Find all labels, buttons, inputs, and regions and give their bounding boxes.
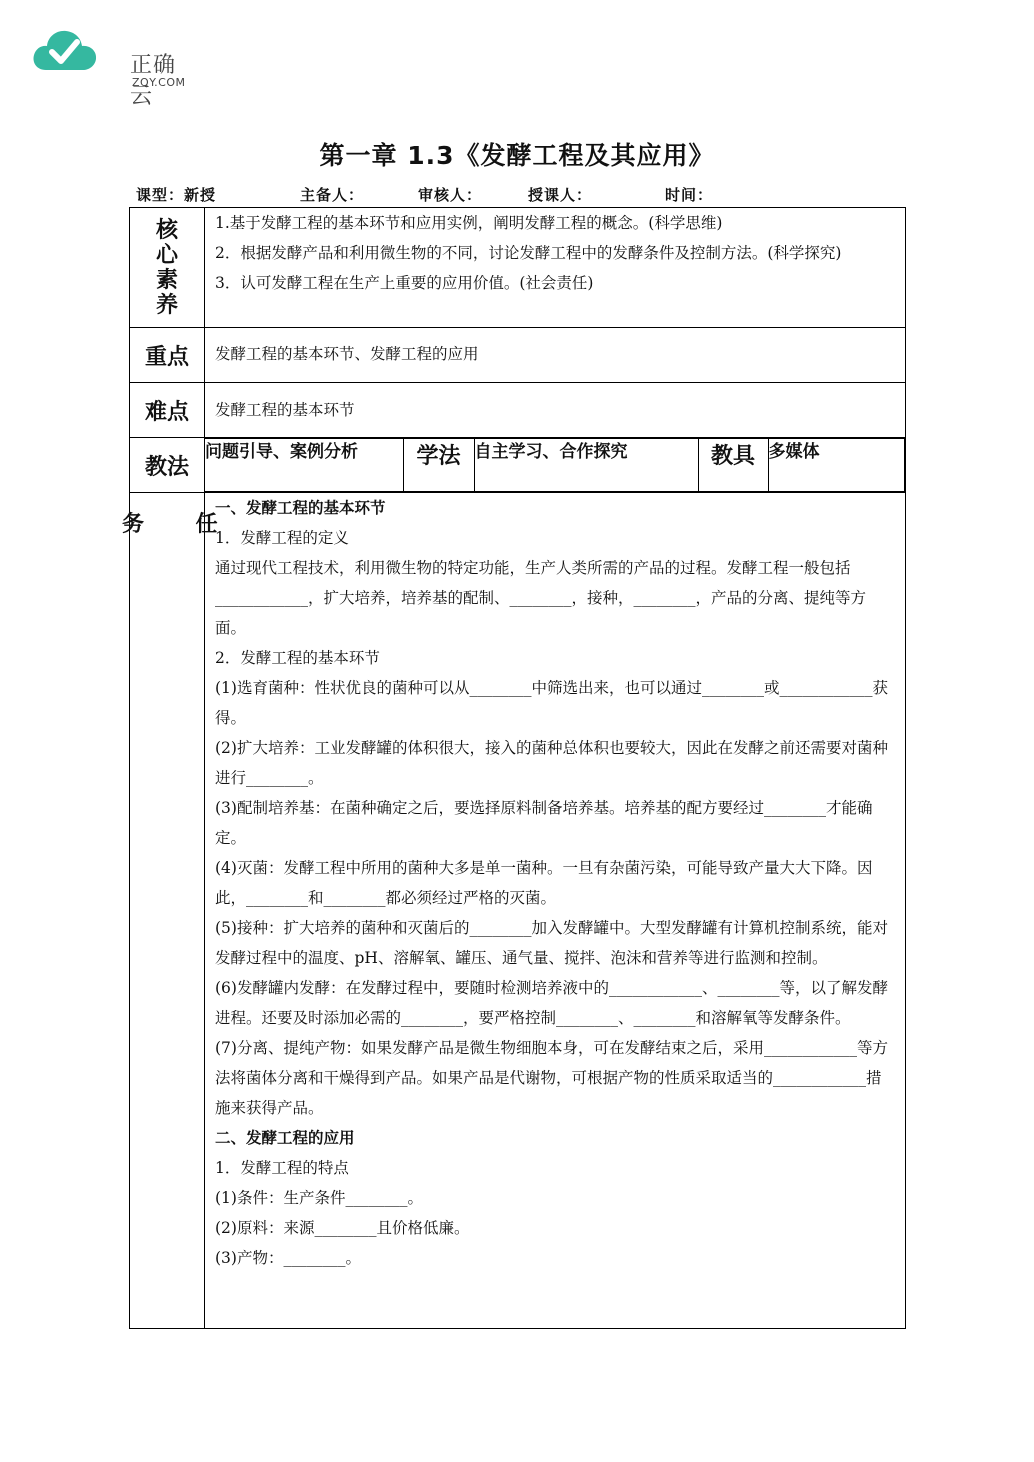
content-line: (2)扩大培养：工业发酵罐的体积很大，接入的菌种总体积也要较大，因此在发酵之前还需要对菌种进行________。 — [215, 739, 888, 787]
task-label-cell — [122, 493, 240, 1329]
tool-label: 教具 — [698, 439, 768, 492]
core-line: 2．根据发酵产品和利用微生物的不同，讨论发酵工程中的发酵条件及控制方法。(科学探究) — [215, 244, 842, 262]
lesson-plan-table — [122, 207, 906, 1329]
teach-label: 教法 — [130, 438, 205, 493]
difficulty-row — [130, 383, 906, 438]
core-content — [205, 208, 906, 328]
meta-reviewer: 审核人： — [418, 186, 483, 204]
logo — [30, 22, 190, 109]
core-row — [130, 208, 906, 328]
difficulty-label: 难点 — [130, 383, 205, 438]
methods-cell — [205, 438, 906, 493]
task-content — [205, 493, 906, 1329]
learn-value: 自主学习、合作探究 — [474, 439, 698, 492]
key-point-row — [130, 328, 906, 383]
logo-name-en: ZQY.COM — [132, 76, 186, 89]
content-line: (5)接种：扩大培养的菌种和灭菌后的________加入发酵罐中。大型发酵罐有计算机控制系统，能对发酵过程中的温度、pH、溶解氧、罐压、通气量、搅拌、泡沫和营养等进行监测和控制。 — [215, 919, 888, 967]
meta-time: 时间： — [665, 186, 714, 204]
content-line: (6)发酵罐内发酵：在发酵过程中，要随时检测培养液中的____________、________等，以了解发酵进程。还要及时添加必需的________，要严格控制________、________和溶解氧等发酵条件。 — [215, 979, 888, 1027]
difficulty-text: 发酵工程的基本环节 — [205, 383, 906, 438]
meta-lecturer: 授课人： — [528, 186, 593, 204]
teach-value: 问题引导、案例分析 — [205, 439, 403, 492]
content-line: (1)条件：生产条件________。 — [215, 1189, 423, 1207]
content-line: (4)灭菌：发酵工程中所用的菌种大多是单一菌种。一旦有杂菌污染，可能导致产量大大下降。因此，________和________都必须经过严格的灭菌。 — [215, 859, 873, 907]
task-label: 务 任 — [122, 512, 240, 537]
section-heading: 一、发酵工程的基本环节 — [215, 499, 386, 517]
tool-value: 多媒体 — [768, 439, 905, 492]
task-row — [130, 493, 906, 1329]
key-point-text: 发酵工程的基本环节、发酵工程的应用 — [205, 328, 906, 383]
content-line: 1．发酵工程的定义 — [215, 529, 349, 547]
content-line: (3)配制培养基：在菌种确定之后，要选择原料制备培养基。培养基的配方要经过________才能确定。 — [215, 799, 873, 847]
core-label: 核 心 素 养 — [130, 208, 205, 328]
content-line: (7)分离、提纯产物：如果发酵产品是微生物细胞本身，可在发酵结束之后，采用____________等方法将菌体分离和干燥得到产品。如果产品是代谢物，可根据产物的性质采取适当的____________措施来获得产品。 — [215, 1039, 888, 1117]
core-line: 1.基于发酵工程的基本环节和应用实例，阐明发酵工程的概念。(科学思维) — [215, 214, 723, 232]
core-line: 3．认可发酵工程在生产上重要的应用价值。(社会责任) — [215, 274, 594, 292]
key-point-label: 重点 — [130, 328, 205, 383]
content-line: (2)原料：来源________且价格低廉。 — [215, 1219, 470, 1237]
meta-preparer: 主备人： — [300, 186, 365, 204]
cloud-check-icon — [30, 22, 100, 78]
learn-label: 学法 — [403, 439, 474, 492]
section-heading: 二、发酵工程的应用 — [215, 1129, 355, 1147]
logo-name-cn: 正确云 — [130, 53, 177, 109]
meta-type: 课型：新授 — [136, 186, 217, 204]
page-title: 第一章 1.3《发酵工程及其应用》 — [319, 141, 715, 170]
methods-row — [130, 438, 906, 493]
content-line: 1．发酵工程的特点 — [215, 1159, 349, 1177]
content-line: (1)选育菌种：性状优良的菌种可以从________中筛选出来，也可以通过________或____________获得。 — [215, 679, 888, 727]
content-line: 通过现代工程技术，利用微生物的特定功能，生产人类所需的产品的过程。发酵工程一般包括____________，扩大培养，培养基的配制、________，接种，________，产品的分离、提纯等方面。 — [215, 559, 867, 637]
content-line: (3)产物：________。 — [215, 1249, 361, 1267]
content-line: 2．发酵工程的基本环节 — [215, 649, 380, 667]
